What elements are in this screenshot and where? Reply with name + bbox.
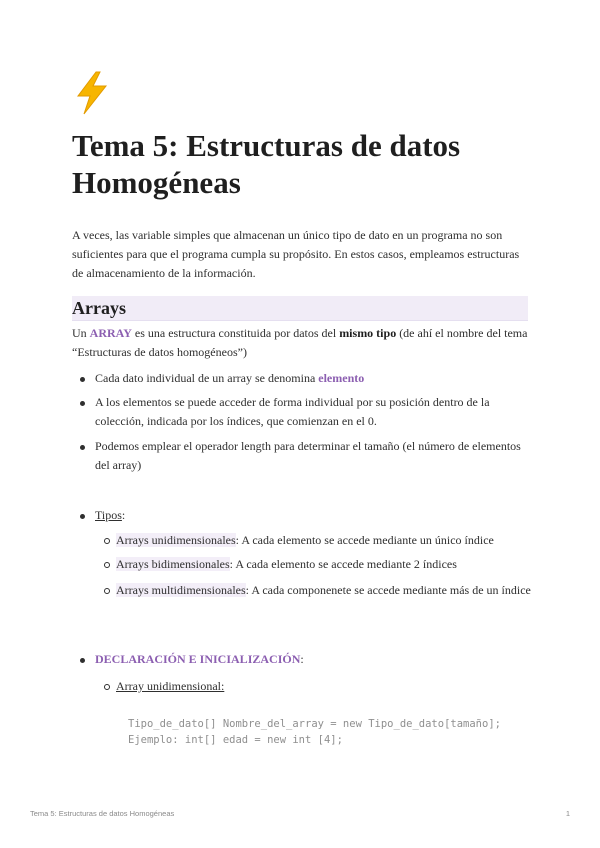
bullet-dot xyxy=(80,514,85,519)
tipo-text: : A cada componenete se accede mediante más de un índice xyxy=(245,583,531,597)
bullet-dot xyxy=(80,401,85,406)
sub-bullet-circle xyxy=(104,538,110,544)
list-item-declaracion xyxy=(95,650,531,669)
tipo-text: : A cada elemento se accede mediante 2 índices xyxy=(229,557,457,571)
bullet-dot xyxy=(80,658,85,663)
code-line: Ejemplo: int[] edad = new int [4]; xyxy=(128,734,343,746)
page-title: Tema 5: Estructuras de datos Homogéneas xyxy=(72,128,461,200)
sub-bullet-circle xyxy=(104,562,110,568)
lightning-emoji-icon xyxy=(72,70,112,116)
bullet-dot xyxy=(80,445,85,450)
intro-paragraph: A veces, las variable simples que almacenan un único tipo de dato en un programa no son suficientes para que el programa cumpla su propósito. En estos casos, empleamos estructuras de almacenamiento de la información. xyxy=(72,228,520,280)
sub-list-item xyxy=(116,677,531,696)
def-post: (de ahí el nombre del tema “Estructuras de datos homogéneos”) xyxy=(72,326,528,359)
section-heading-text: Arrays xyxy=(72,298,126,318)
page-footer: Tema 5: Estructuras de datos Homogéneas xyxy=(30,809,175,818)
page-number: 1 xyxy=(565,809,570,818)
element-term: elemento xyxy=(318,371,365,385)
array-term: ARRAY xyxy=(89,326,132,340)
list-item: Podemos emplear el operador length para determinar el tamaño (el número de elementos del array) xyxy=(95,439,521,472)
tipo-term: Arrays bidimensionales xyxy=(116,557,230,571)
tipo-text: : A cada elemento se accede mediante un único índice xyxy=(235,533,494,547)
sub-bullet-circle xyxy=(104,684,110,690)
array-definition xyxy=(72,324,530,362)
list-item-tipos xyxy=(95,506,531,525)
section-heading-arrays xyxy=(72,296,528,321)
list-item xyxy=(95,369,531,388)
def-mid: es una estructura constituida por datos del xyxy=(131,326,340,340)
list-item: A los elementos se puede acceder de forma individual por su posición dentro de la colección, indicada por los índices, que comienzan en el 0. xyxy=(95,395,490,428)
array-unidimensional-label: Array unidimensional: xyxy=(116,679,225,693)
sub-list-item xyxy=(116,531,531,550)
tipo-term: Arrays multidimensionales xyxy=(116,583,246,597)
bullet-dot xyxy=(80,377,85,382)
declaracion-colon: : xyxy=(300,652,304,666)
def-bold: mismo tipo xyxy=(339,326,397,340)
tipos-colon: : xyxy=(121,508,126,522)
tipos-label: Tipos xyxy=(95,508,122,522)
def-pre: Un xyxy=(72,326,90,340)
code-line: Tipo_de_dato[] Nombre_del_array = new Tipo_de_dato[tamaño]; xyxy=(128,718,501,730)
tipo-term: Arrays unidimensionales xyxy=(116,533,236,547)
sub-bullet-circle xyxy=(104,588,110,594)
declaracion-label: DECLARACIÓN E INICIALIZACIÓN xyxy=(95,652,301,666)
code-block xyxy=(128,716,501,748)
bullet-text: Cada dato individual de un array se denomina xyxy=(95,371,319,385)
sub-list-item xyxy=(116,581,531,600)
sub-list-item xyxy=(116,555,531,574)
